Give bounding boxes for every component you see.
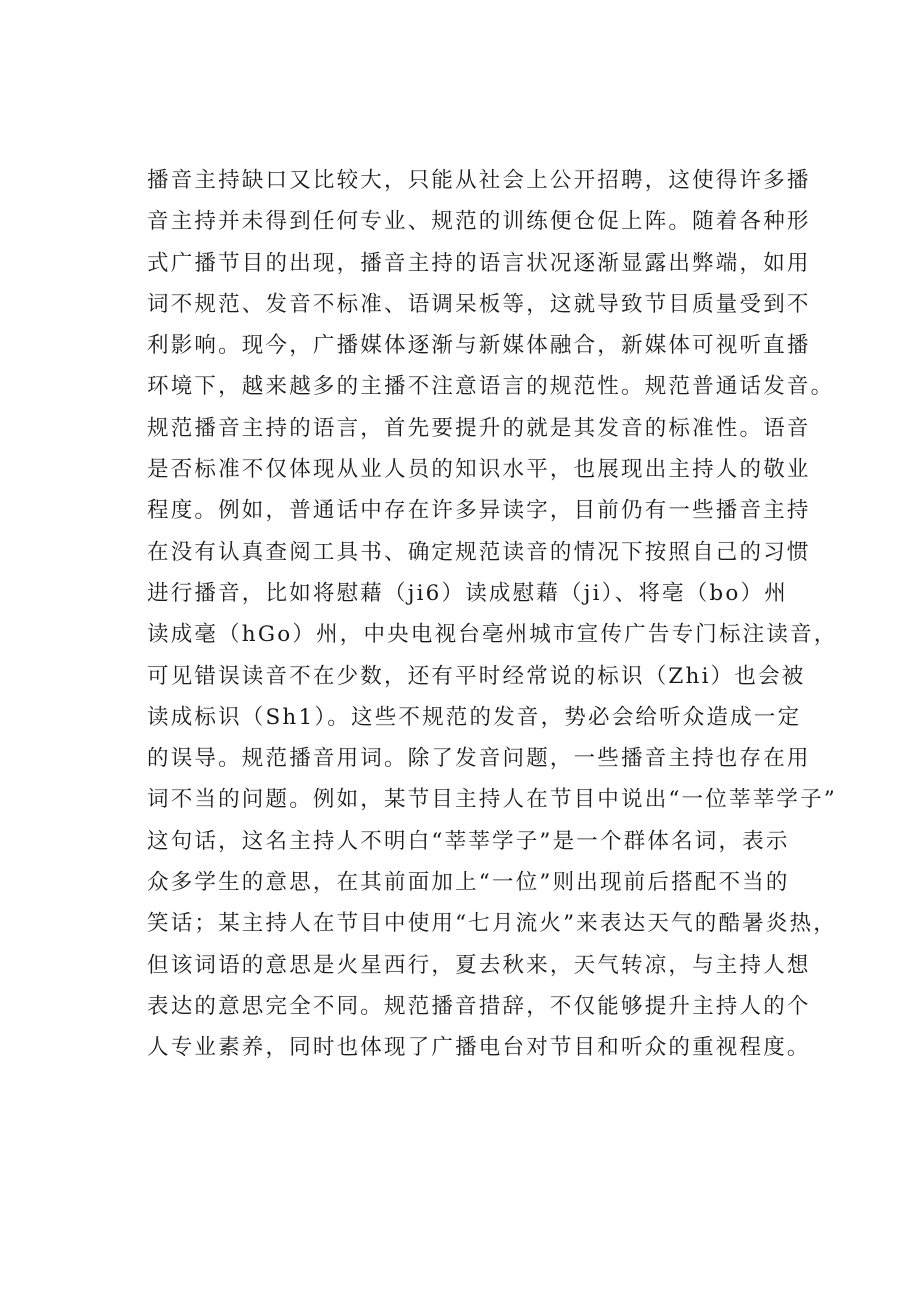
text-line: 词不当的问题。例如，某节目主持人在节目中说出“一位莘莘学子” xyxy=(147,787,837,813)
text-line: 是否标准不仅体现从业人员的知识水平，也展现出主持人的敬业 xyxy=(147,457,811,483)
text-line: 在没有认真查阅工具书、确定规范读音的情况下按照自己的习惯 xyxy=(147,539,811,565)
text-line: 音主持并未得到任何专业、规范的训练便仓促上阵。随着各种形 xyxy=(147,209,811,235)
text-line: 程度。例如，普通话中存在许多异读字，目前仍有一些播音主持 xyxy=(147,498,811,524)
body-paragraph xyxy=(147,160,838,1069)
text-line: 进行播音，比如将慰藉（ji6）读成慰藉（ji）、将亳（bo）州 xyxy=(147,580,788,606)
text-line: 表达的意思完全不同。规范播音措辞，不仅能够提升主持人的个 xyxy=(147,993,811,1019)
text-line: 利影响。现今，广播媒体逐渐与新媒体融合，新媒体可视听直播 xyxy=(147,333,811,359)
text-line: 式广播节目的出现，播音主持的语言状况逐渐显露出弊端，如用 xyxy=(147,250,811,276)
text-line: 可见错误读音不在少数，还有平时经常说的标识（Zhi）也会被 xyxy=(147,663,806,689)
text-line: 的误导。规范播音用词。除了发音问题，一些播音主持也存在用 xyxy=(147,746,811,772)
text-line: 众多学生的意思，在其前面加上“一位”则出现前后搭配不当的 xyxy=(147,870,790,896)
text-line: 笑话；某主持人在节目中使用“七月流火”来表达天气的酷暑炎热， xyxy=(147,911,837,937)
text-line: 这句话，这名主持人不明白“莘莘学子”是一个群体名词，表示 xyxy=(147,828,790,854)
text-line: 人专业素养，同时也体现了广播电台对节目和听众的重视程度。 xyxy=(147,1035,811,1061)
text-line: 规范播音主持的语言，首先要提升的就是其发音的标准性。语音 xyxy=(147,415,811,441)
text-line: 但该词语的意思是火星西行，夏去秋来，天气转凉，与主持人想 xyxy=(147,952,811,978)
text-line: 环境下，越来越多的主播不注意语言的规范性。规范普通话发音。 xyxy=(147,374,835,400)
text-line: 播音主持缺口又比较大，只能从社会上公开招聘，这使得许多播 xyxy=(147,168,811,193)
text-line: 读成标识（Sh1）。这些不规范的发音，势必会给听众造成一定 xyxy=(147,704,802,730)
text-line: 词不规范、发音不标准、语调呆板等，这就导致节目质量受到不 xyxy=(147,291,811,317)
text-line: 读成毫（hGo）州，中央电视台亳州城市宣传广告专门标注读音， xyxy=(147,622,838,648)
